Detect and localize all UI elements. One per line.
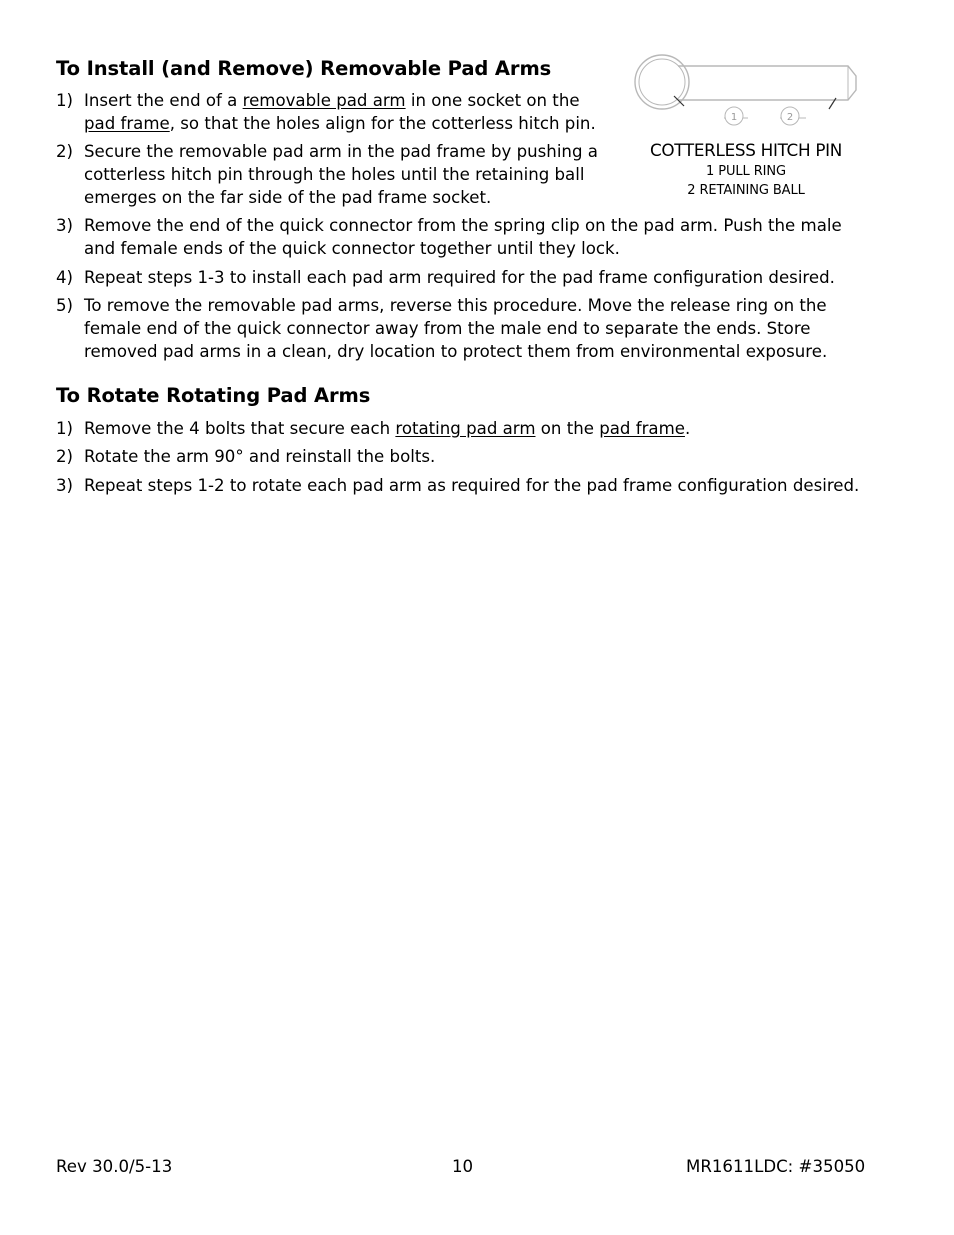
- step-line: Insert the end of a removable pad arm in one socket on the: [84, 91, 580, 110]
- hitch-pin-drawing: [630, 52, 862, 132]
- step-line: cotterless hitch pin through the holes until the retaining ball: [84, 165, 585, 184]
- footer-page-number: 10: [452, 1157, 474, 1176]
- step-number: 3): [56, 216, 74, 235]
- step-line: Remove the 4 bolts that secure each rotating pad arm on the pad frame.: [84, 419, 691, 438]
- legend-retaining-ball: 2 RETAINING BALL: [687, 183, 805, 198]
- step-line: pad frame, so that the holes align for the cotterless hitch pin.: [84, 114, 596, 133]
- pin-body-shape: [678, 66, 856, 100]
- step-number: 4): [56, 268, 74, 287]
- callout-number-2: 2: [786, 112, 794, 123]
- cotterless-hitch-pin-figure: [630, 52, 862, 202]
- removable-pad-arm-link[interactable]: removable pad arm: [242, 91, 406, 110]
- section-title-rotate: To Rotate Rotating Pad Arms: [56, 384, 371, 407]
- footer-model-number: MR1611LDC: #35050: [686, 1157, 866, 1176]
- step-line: Repeat steps 1-3 to install each pad arm required for the pad frame configuration desired.: [84, 268, 835, 287]
- pad-frame-link[interactable]: pad frame: [84, 114, 170, 133]
- step-number: 1): [56, 419, 74, 438]
- step-line: and female ends of the quick connector together until they lock.: [84, 239, 620, 258]
- step-number: 2): [56, 142, 74, 161]
- step-number: 1): [56, 91, 74, 110]
- step-number: 2): [56, 447, 74, 466]
- pad-frame-link[interactable]: pad frame: [599, 419, 685, 438]
- step-line: emerges on the far side of the pad frame socket.: [84, 188, 492, 207]
- step-line: Remove the end of the quick connector from the spring clip on the pad arm. Push the male: [84, 216, 842, 235]
- step-number: 3): [56, 476, 74, 495]
- step-line: female end of the quick connector away from the male end to separate the ends. Store: [84, 319, 811, 338]
- step-line: Repeat steps 1-2 to rotate each pad arm as required for the pad frame configuration desired.: [84, 476, 860, 495]
- step-line: removed pad arms in a clean, dry location to protect them from environmental exposure.: [84, 342, 828, 361]
- pull-ring-shape: [635, 55, 689, 109]
- figure-caption: COTTERLESS HITCH PIN: [649, 140, 843, 160]
- legend-pull-ring: 1 PULL RING: [706, 164, 786, 179]
- step-number: 5): [56, 296, 74, 315]
- footer-revision: Rev 30.0/5-13: [56, 1157, 173, 1176]
- callout-number-1: 1: [730, 112, 738, 123]
- rotating-pad-arm-link[interactable]: rotating pad arm: [395, 419, 536, 438]
- step-line: Secure the removable pad arm in the pad frame by pushing a: [84, 142, 598, 161]
- step-line: To remove the removable pad arms, reverse this procedure. Move the release ring on the: [84, 296, 827, 315]
- section-title-install: To Install (and Remove) Removable Pad Arms: [56, 57, 552, 80]
- step-line: Rotate the arm 90° and reinstall the bolts.: [84, 447, 436, 466]
